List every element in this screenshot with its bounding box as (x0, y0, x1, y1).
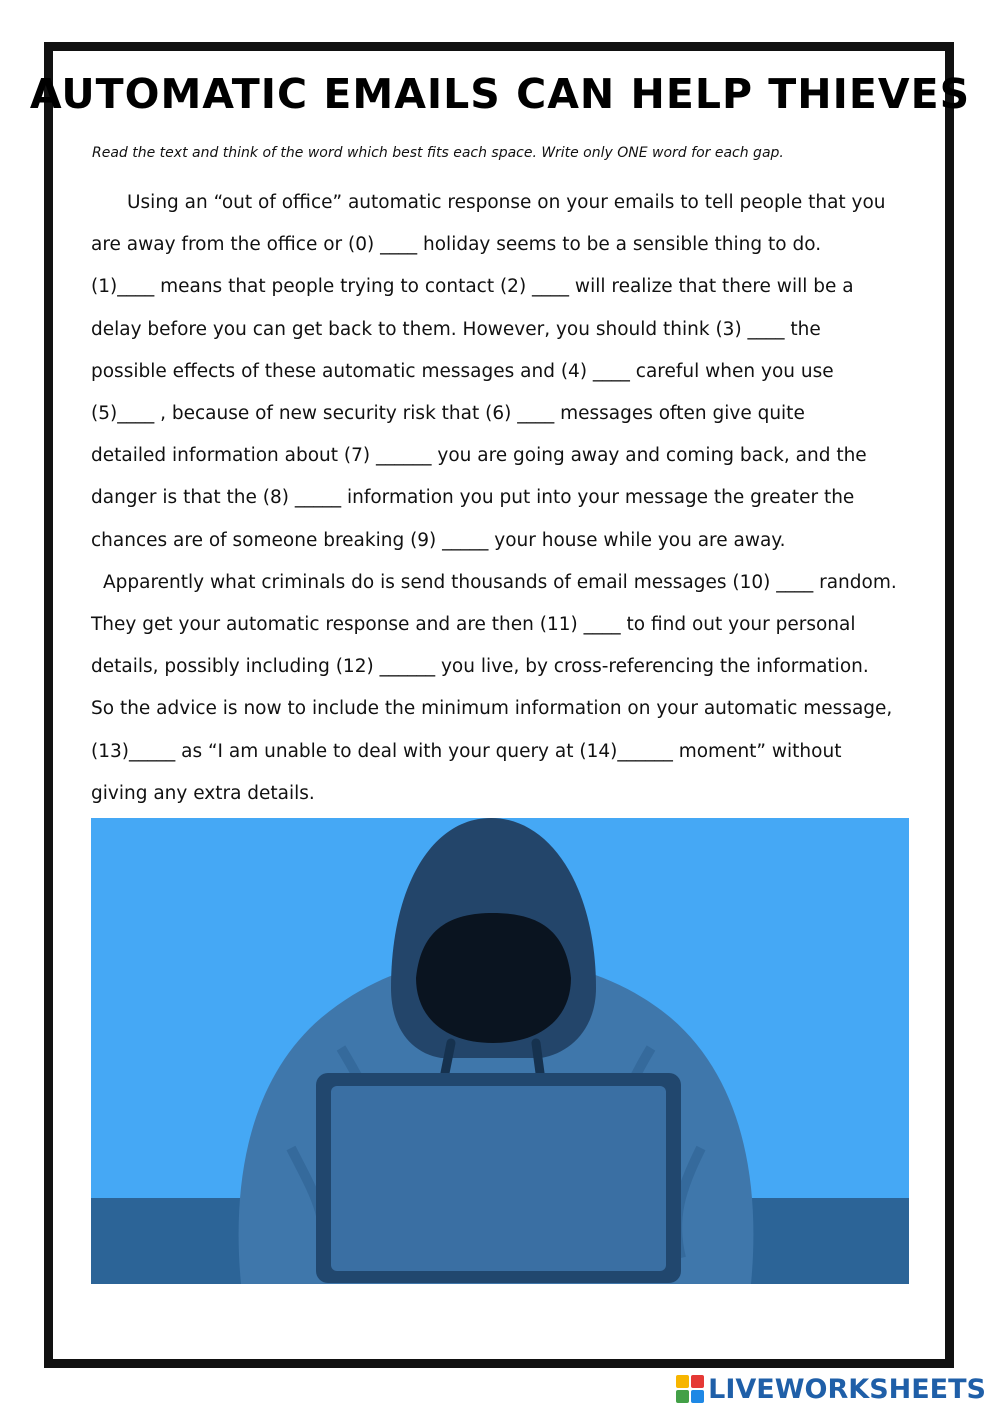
page-title: AUTOMATIC EMAILS CAN HELP THIEVES (29, 70, 971, 118)
text-line: delay before you can get back to them. However, you should think (3) ____ the (91, 318, 821, 340)
text-line: (1)____ means that people trying to contact (2) ____ will realize that there will be a (91, 276, 854, 298)
gap-fill-text (91, 182, 913, 815)
face-shadow (416, 913, 571, 1043)
text-line: giving any extra details. (91, 782, 315, 804)
hacker-illustration (91, 818, 909, 1284)
text-line: Apparently what criminals do is send thousands of email messages (10) ____ random. (103, 571, 897, 593)
text-line: (5)____ , because of new security risk that (6) ____ messages often give quite (91, 403, 805, 425)
brand-name: LIVEWORKSHEETS (708, 1373, 986, 1405)
liveworksheets-brand (676, 1372, 986, 1406)
text-line: They get your automatic response and are then (11) ____ to find out your personal (91, 614, 856, 636)
text-line: So the advice is now to include the minimum information on your automatic message, (91, 698, 893, 720)
text-line: possible effects of these automatic messages and (4) ____ careful when you use (91, 360, 834, 382)
text-line: chances are of someone breaking (9) _____ your house while you are away. (91, 529, 786, 551)
logo-square (691, 1390, 704, 1403)
text-line: are away from the office or (0) ____ holiday seems to be a sensible thing to do. (91, 234, 822, 256)
liveworksheets-logo-icon (676, 1375, 704, 1403)
laptop-lid (331, 1086, 666, 1271)
text-line: details, possibly including (12) ______ you live, by cross-referencing the information. (91, 656, 869, 678)
instructions: Read the text and think of the word which best fits each space. Write only ONE word for each gap. (92, 145, 784, 161)
text-line: detailed information about (7) ______ you are going away and coming back, and the (91, 445, 867, 467)
logo-square (676, 1390, 689, 1403)
logo-square (691, 1375, 704, 1388)
text-line: danger is that the (8) _____ information you put into your message the greater the (91, 487, 855, 509)
logo-square (676, 1375, 689, 1388)
text-line: Using an “out of office” automatic response on your emails to tell people that you (127, 192, 886, 213)
text-line: (13)_____ as “I am unable to deal with your query at (14)______ moment” without (91, 740, 842, 762)
